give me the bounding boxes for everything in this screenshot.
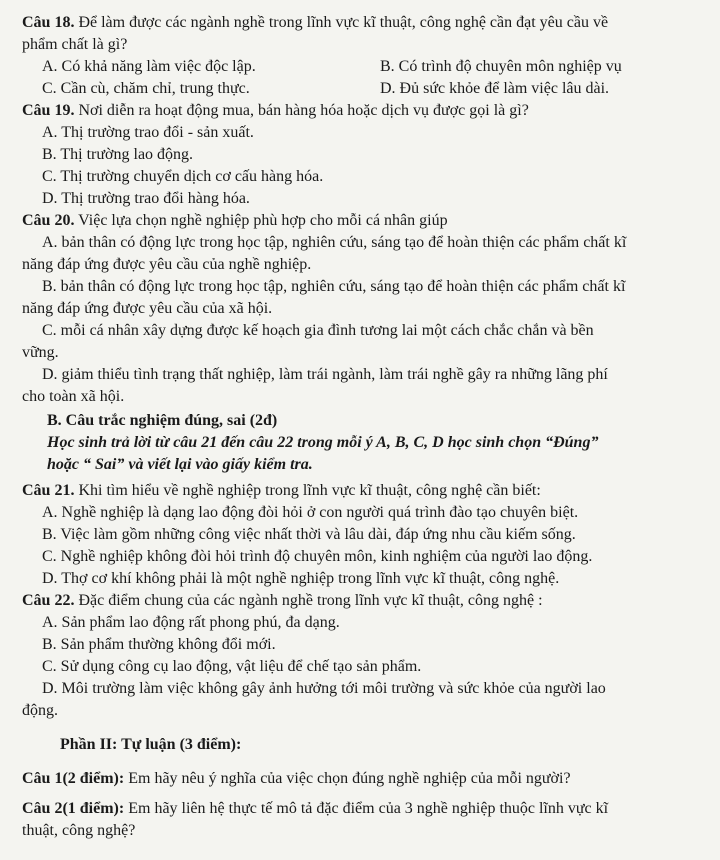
question-22 <box>22 590 698 722</box>
option-d-cont: cho toàn xã hội. <box>22 388 125 405</box>
question-text: thuật, công nghệ? <box>22 822 136 839</box>
option-b: B. bản thân có động lực trong học tập, nghiên cứu, sáng tạo để hoàn thiện các phẩm chất kĩ <box>42 278 626 295</box>
question-number: Câu 19. <box>22 102 75 119</box>
option-d: D. Thợ cơ khí không phải là một nghề nghiệp trong lĩnh vực kĩ thuật, công nghệ. <box>42 570 560 587</box>
option-a: A. bản thân có động lực trong học tập, nghiên cứu, sáng tạo để hoàn thiện các phẩm chất kĩ <box>42 234 627 251</box>
instruction-line: Học sinh trả lời từ câu 21 đến câu 22 trong mỗi ý A, B, C, D học sinh chọn “Đúng” <box>47 434 599 451</box>
option-b: B. Thị trường lao động. <box>42 146 194 163</box>
option-c: C. Thị trường chuyển dịch cơ cấu hàng hóa. <box>42 168 324 185</box>
option-b: B. Sản phẩm thường không đổi mới. <box>42 636 276 653</box>
question-21 <box>22 480 698 590</box>
question-text: Khi tìm hiểu về nghề nghiệp trong lĩnh vực kĩ thuật, công nghệ cần biết: <box>78 482 541 499</box>
question-number: Câu 21. <box>22 482 75 499</box>
question-number: Câu 2(1 điểm): <box>22 800 125 817</box>
question-number: Câu 1(2 điểm): <box>22 770 125 787</box>
question-number: Câu 18. <box>22 14 75 31</box>
question-text: Để làm được các ngành nghề trong lĩnh vực kĩ thuật, công nghệ cần đạt yêu cầu về <box>78 14 609 31</box>
option-b: B. Việc làm gồm những công việc nhất thời và lâu dài, đáp ứng nhu cầu kiếm sống. <box>42 526 576 543</box>
question-19 <box>22 100 698 210</box>
option-a: A. Thị trường trao đổi - sản xuất. <box>42 124 254 141</box>
option-d: D. Thị trường trao đổi hàng hóa. <box>42 190 250 207</box>
option-c: C. Sử dụng công cụ lao động, vật liệu để chế tạo sản phẩm. <box>42 658 422 675</box>
option-c: C. Cần cù, chăm chỉ, trung thực. <box>42 80 250 97</box>
question-18 <box>22 12 698 100</box>
question-text: Đặc điểm chung của các ngành nghề trong lĩnh vực kĩ thuật, công nghệ : <box>78 592 543 609</box>
essay-question-1 <box>22 768 698 790</box>
part-2-title: Phần II: Tự luận (3 điểm): <box>60 736 242 753</box>
essay-question-2 <box>22 798 698 842</box>
option-d: D. giảm thiểu tình trạng thất nghiệp, làm trái ngành, làm trái nghề gây ra những lãng phí <box>42 366 608 383</box>
option-a: A. Có khả năng làm việc độc lập. <box>42 58 256 75</box>
option-a: A. Sản phẩm lao động rất phong phú, đa dạng. <box>42 614 340 631</box>
option-b-cont: năng đáp ứng được yêu cầu của xã hội. <box>22 300 273 317</box>
question-number: Câu 20. <box>22 212 75 229</box>
question-text: Em hãy liên hệ thực tế mô tả đặc điểm của 3 nghề nghiệp thuộc lĩnh vực kĩ <box>128 800 609 817</box>
option-b: B. Có trình độ chuyên môn nghiệp vụ <box>380 58 622 75</box>
option-c: C. Nghề nghiệp không đòi hỏi trình độ chuyên môn, kinh nghiệm của người lao động. <box>42 548 593 565</box>
question-text: Nơi diễn ra hoạt động mua, bán hàng hóa hoặc dịch vụ được gọi là gì? <box>78 102 529 119</box>
option-c: C. mỗi cá nhân xây dựng được kế hoạch gia đình tương lai một cách chắc chắn và bền <box>42 322 594 339</box>
question-text: Em hãy nêu ý nghĩa của việc chọn đúng nghề nghiệp của mỗi người? <box>128 770 571 787</box>
option-a-cont: năng đáp ứng được yêu cầu của nghề nghiệp. <box>22 256 312 273</box>
section-b-title: B. Câu trắc nghiệm đúng, sai (2đ) <box>47 412 278 429</box>
question-text: phẩm chất là gì? <box>22 36 128 53</box>
option-c-cont: vững. <box>22 344 59 361</box>
question-20 <box>22 210 698 408</box>
option-a: A. Nghề nghiệp là dạng lao động đòi hỏi ở con người quá trình đào tạo chuyên biệt. <box>42 504 579 521</box>
option-d-cont: động. <box>22 702 58 719</box>
instruction-line: hoặc “ Sai” và viết lại vào giấy kiểm tra. <box>47 456 313 473</box>
question-number: Câu 22. <box>22 592 75 609</box>
question-text: Việc lựa chọn nghề nghiệp phù hợp cho mỗi cá nhân giúp <box>78 212 448 229</box>
option-d: D. Môi trường làm việc không gây ảnh hưởng tới môi trường và sức khỏe của người lao <box>42 680 606 697</box>
option-d: D. Đủ sức khỏe để làm việc lâu dài. <box>380 80 610 97</box>
section-b-instructions <box>22 432 698 476</box>
